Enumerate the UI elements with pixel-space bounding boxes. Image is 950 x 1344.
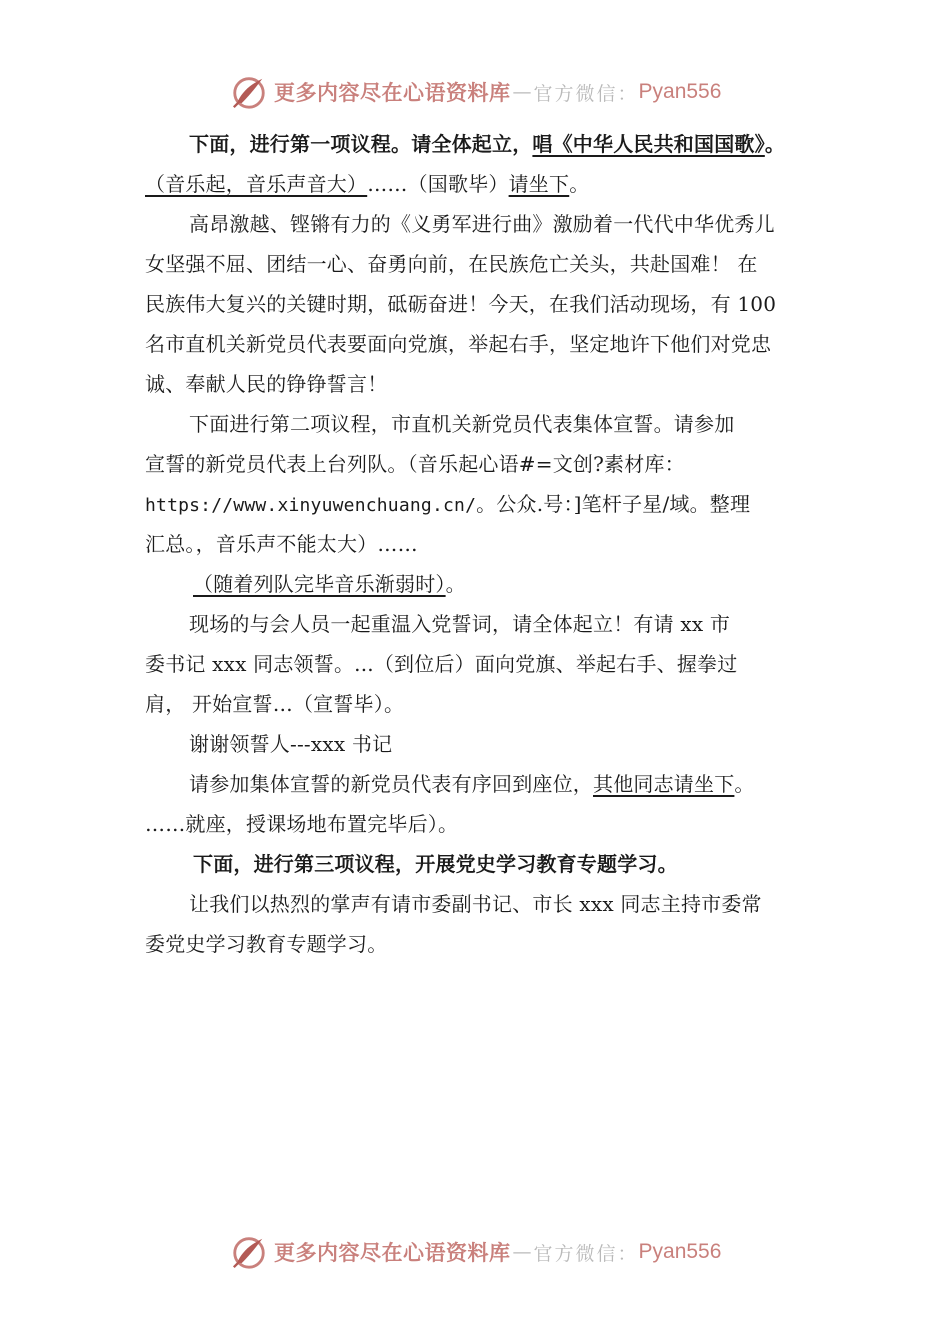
paragraph-3-line: 汇总。，音乐声不能太大）…… — [145, 532, 418, 556]
banner-title: 更多内容尽在心语资料库 — [274, 1240, 511, 1265]
paragraph-2-line: 女坚强不屈、团结一心、奋勇向前，在民族危亡关头，共赴国难！ 在 — [145, 252, 758, 276]
paragraph-1-line-2 — [145, 164, 810, 204]
music-cue-underlined: （音乐起，音乐声音大） — [145, 172, 368, 196]
text-span: 。 — [569, 172, 590, 196]
banner-separator: — — [512, 81, 532, 103]
text-span: 。 — [764, 132, 786, 156]
others-sit-underlined: 其他同志请坐下 — [593, 772, 735, 796]
url-text: https://www.xinyuwenchuang.cn/ — [145, 495, 477, 516]
text-span: 下面，进行第一项议程。请全体起立， — [189, 132, 533, 156]
paragraph-3-line: 下面进行第二项议程，市直机关新党员代表集体宣誓。请参加 — [189, 412, 735, 436]
banner-separator: — — [512, 1241, 532, 1263]
wechat-label: 官方微信： — [533, 1242, 639, 1265]
paragraph-1-line-1 — [145, 124, 810, 164]
paragraph-5-line: 现场的与会人员一起重温入党誓词，请全体起立！有请 xx 市 — [189, 612, 731, 636]
pen-logo-icon — [230, 1233, 268, 1271]
text-span: 。 — [445, 572, 466, 596]
music-fade-underlined: （随着列队完毕音乐渐弱时） — [193, 572, 446, 596]
paragraph-2-line: 诚、奉献人民的铮铮誓言！ — [145, 372, 388, 396]
paragraph-5-line: 委书记 xxx 同志领誓。...（到位后）面向党旗、举起右手、握拳过 — [145, 652, 738, 676]
header-banner — [230, 72, 721, 112]
wechat-id: Pyan556 — [638, 1240, 722, 1263]
paragraph-2-line: 高昂激越、铿锵有力的《义勇军进行曲》激励着一代代中华优秀儿 — [189, 212, 775, 236]
sit-down-underlined: 请坐下 — [508, 172, 570, 196]
pen-logo-icon — [230, 73, 268, 111]
paragraph-5-line: 肩， 开始宣誓…（宣誓毕）。 — [145, 692, 405, 716]
paragraph-2-line: 名市直机关新党员代表要面向党旗，举起右手，坚定地许下他们对党忠 — [145, 332, 772, 356]
paragraph-10-line: 委党史学习教育专题学习。 — [145, 932, 388, 956]
text-span: 。公众.号：]笔杆子星/域。整理 — [476, 492, 751, 516]
text-span: 。 — [734, 772, 755, 796]
paragraph-2-line: 民族伟大复兴的关键时期，砥砺奋进！今天，在我们活动现场，有 100 — [145, 292, 777, 316]
paragraph-4-line — [145, 564, 810, 604]
text-span: ……（国歌毕） — [367, 172, 509, 196]
banner-title: 更多内容尽在心语资料库 — [274, 80, 511, 105]
wechat-label: 官方微信： — [533, 82, 639, 105]
paragraph-3-line: 宣誓的新党员代表上台列队。（音乐起心语#=文创?素材库： — [145, 452, 685, 476]
paragraph-9-line: 下面，进行第三项议程，开展党史学习教育专题学习。 — [193, 852, 678, 876]
paragraph-6-line: 谢谢领誓人---xxx 书记 — [189, 732, 393, 756]
paragraph-7-line — [145, 764, 810, 804]
paragraph-10-line: 让我们以热烈的掌声有请市委副书记、市长 xxx 同志主持市委常 — [189, 892, 762, 916]
document-body — [145, 124, 810, 964]
anthem-underlined: 唱《中华人民共和国国歌》 — [532, 132, 765, 156]
wechat-id: Pyan556 — [638, 80, 722, 103]
paragraph-8-line: ……就座，授课场地布置完毕后）。 — [145, 812, 459, 836]
text-span: 请参加集体宣誓的新党员代表有序回到座位， — [189, 772, 593, 796]
footer-banner — [230, 1232, 721, 1272]
paragraph-3-line — [145, 484, 810, 524]
